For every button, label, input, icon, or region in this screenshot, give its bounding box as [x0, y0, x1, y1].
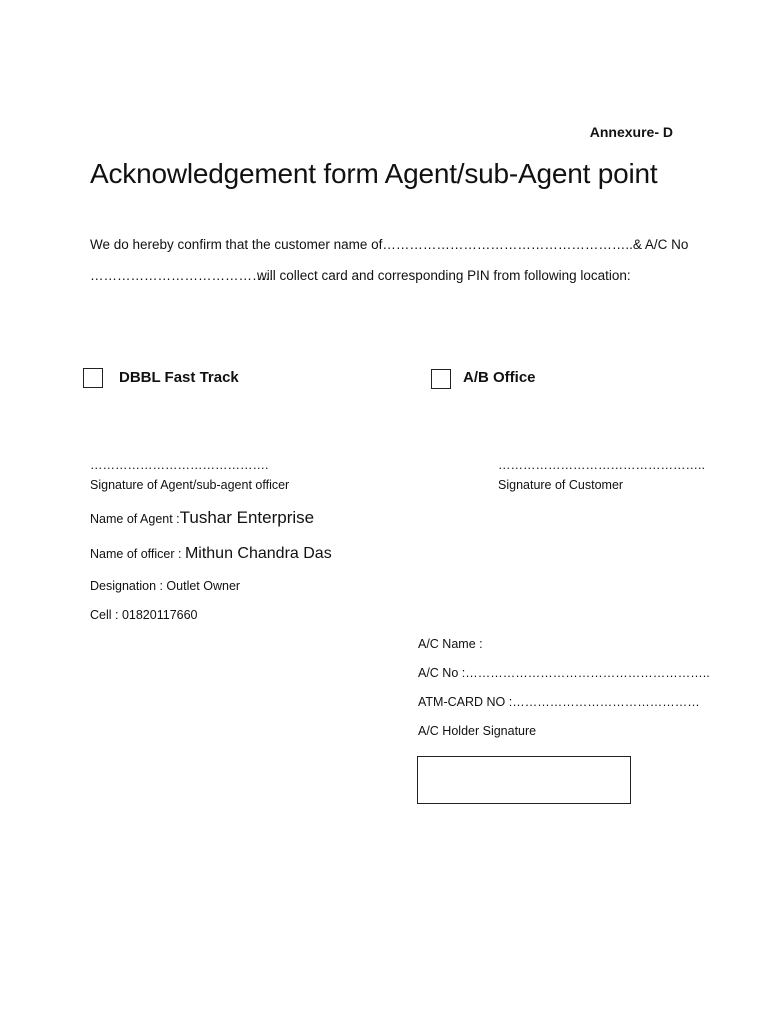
ac-no-field: A/C No :…………………………………………………..: [418, 666, 710, 680]
customer-signature-line: …………………………………………..: [498, 458, 705, 472]
annexure-label: Annexure- D: [589, 124, 673, 140]
officer-name-value: Mithun Chandra Das: [184, 545, 332, 562]
ab-office-label: A/B Office: [463, 369, 536, 386]
ab-office-checkbox[interactable]: [431, 369, 451, 389]
agent-name-label: Name of Agent :: [90, 512, 180, 526]
designation: Designation : Outlet Owner: [90, 579, 241, 593]
dbbl-fast-track-label: DBBL Fast Track: [119, 369, 239, 386]
officer-name-row: [90, 545, 332, 563]
ac-name-field: A/C Name :: [418, 637, 483, 651]
agent-signature-label: Signature of Agent/sub-agent officer: [90, 478, 290, 492]
atm-card-no-field: ATM-CARD NO :………………………………………: [418, 695, 700, 709]
customer-signature-label: Signature of Customer: [498, 478, 624, 492]
agent-signature-line: …………………………………….: [90, 458, 269, 472]
ac-holder-signature-label: A/C Holder Signature: [418, 724, 537, 738]
confirmation-line-2-text: will collect card and corresponding PIN from following location:: [257, 268, 631, 283]
agent-name-row: [90, 508, 314, 528]
agent-name-value: Tushar Enterprise: [179, 508, 315, 527]
officer-name-label: Name of officer :: [90, 547, 185, 561]
confirmation-line-1: We do hereby confirm that the customer name of………………………………………………..& A/C No: [90, 237, 689, 252]
ac-holder-signature-box[interactable]: [417, 756, 631, 804]
dbbl-fast-track-checkbox[interactable]: [83, 368, 103, 388]
confirmation-line-2-dots: …………………………………..: [90, 268, 274, 283]
cell-number: Cell : 01820117660: [90, 608, 198, 622]
page-title: Acknowledgement form Agent/sub-Agent point: [90, 158, 658, 189]
